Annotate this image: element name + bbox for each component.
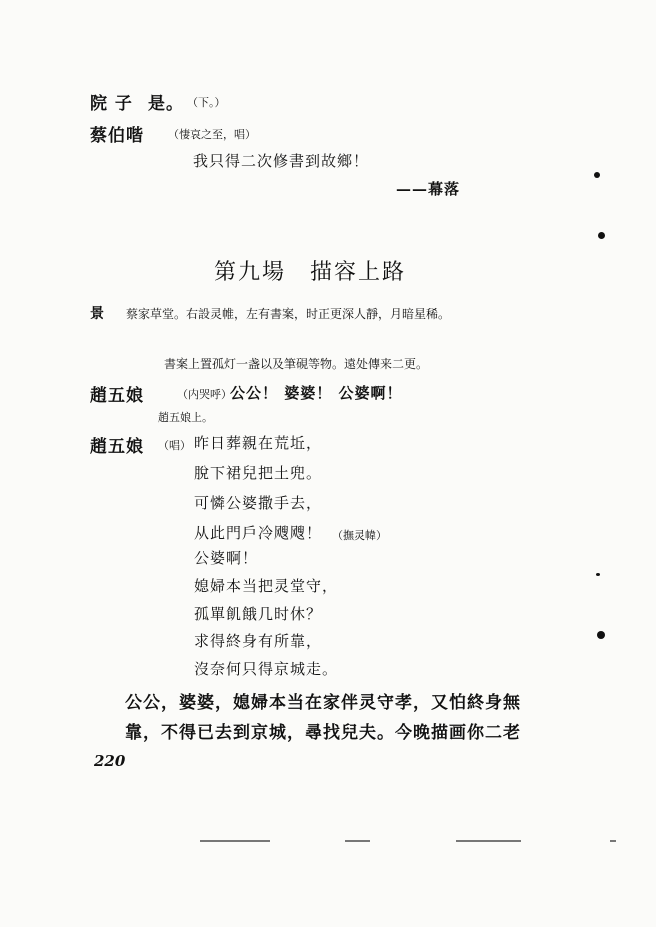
margin-speck	[594, 172, 600, 178]
speaker-servant: 院 子	[90, 94, 133, 114]
song-line-4: 从此門戶冷飕飕！	[194, 524, 323, 542]
props-description: 書案上置孤灯一盏以及筆硯等物。遠处傳来二更。	[164, 357, 429, 371]
song-line-6: 媳婦本当把灵堂守，	[194, 577, 339, 595]
page-number: 220	[94, 752, 126, 770]
song-line-3: 可憐公婆撒手去，	[194, 494, 323, 512]
song-line-2: 脫下裙兒把土兜。	[194, 464, 323, 482]
song-line-1: 昨日葬親在荒坵，	[194, 434, 323, 452]
servant-stage-direction: （下。）	[187, 96, 226, 109]
scene-title: 第九場 描容上路	[214, 260, 407, 285]
scan-mark	[345, 840, 370, 842]
song-line-5: 公婆啊！	[194, 549, 259, 567]
margin-speck	[596, 573, 600, 576]
zhao-enters: 趙五娘上。	[158, 411, 213, 424]
curtain-falls: ——幕落	[396, 180, 461, 198]
song-line-8: 求得終身有所靠，	[194, 632, 323, 650]
setting-label: 景	[90, 306, 105, 322]
cai-stage-direction: （悽哀之至，唱）	[168, 128, 256, 141]
song-line-9: 沒奈何只得京城走。	[194, 660, 339, 678]
zhao-offstage-direction: （内哭呼）	[177, 388, 232, 401]
scan-mark	[200, 840, 270, 842]
speaker-zhao-wuniang-2: 趙五娘	[90, 437, 144, 457]
speaker-cai-bojie: 蔡伯喈	[90, 126, 144, 146]
cai-sung-line: 我只得二次修書到故鄉！	[193, 152, 370, 170]
servant-line: 是。	[148, 94, 184, 114]
prose-line-1: 公公，婆婆，媳婦本当在家伴灵守孝，又怕終身無	[125, 693, 521, 713]
setting-description: 蔡家草堂。右設灵帷，左有書案，时正更深人靜，月暗星稀。	[126, 307, 451, 321]
song-stage-direction: （撫灵幃）	[332, 529, 387, 542]
margin-speck	[598, 232, 605, 239]
zhao-offstage-cry: 公公！ 婆婆！ 公婆啊！	[230, 384, 403, 402]
margin-speck	[597, 631, 605, 639]
prose-line-2: 靠，不得已去到京城，尋找兒夫。今晚描画你二老	[125, 723, 521, 743]
scan-mark	[456, 840, 521, 842]
song-line-7: 孤單飢餓几时休？	[194, 605, 323, 623]
scan-mark	[610, 840, 616, 842]
zhao-sing-direction: （唱）	[158, 439, 191, 452]
speaker-zhao-wuniang-1: 趙五娘	[90, 386, 144, 406]
